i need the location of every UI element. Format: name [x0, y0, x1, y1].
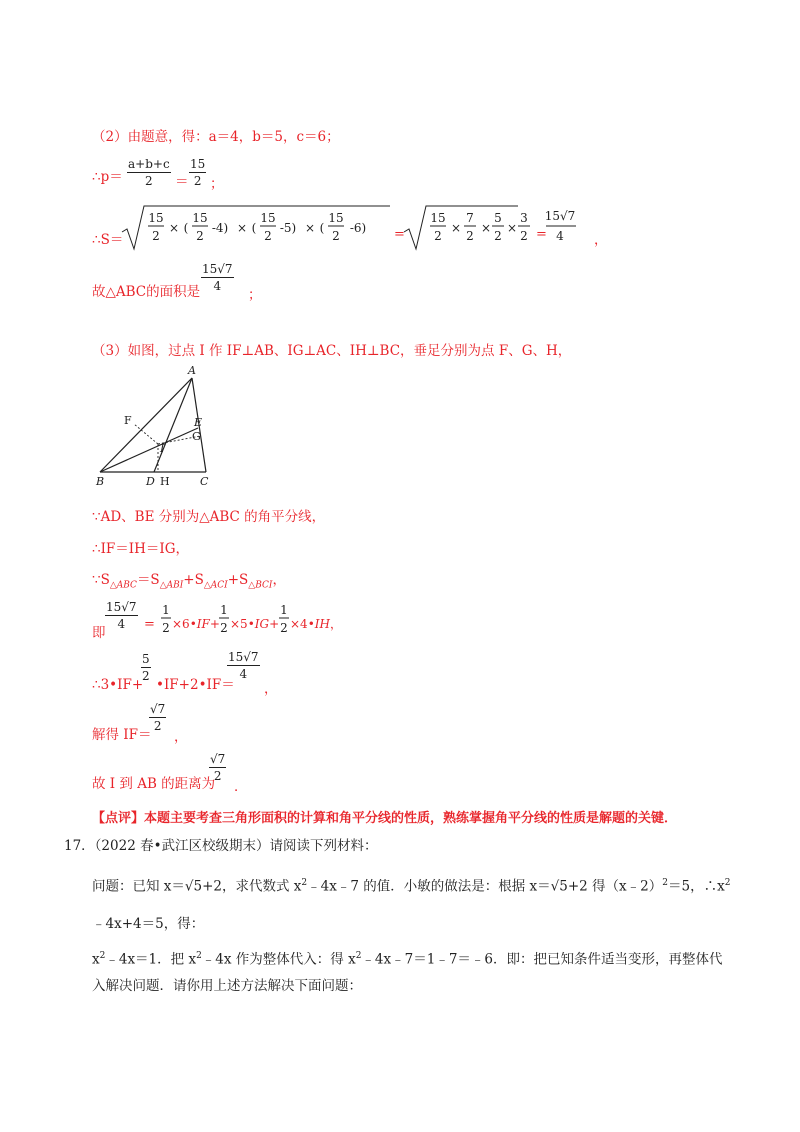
- svg-text:G: G: [192, 430, 201, 443]
- so-equal-distances: ∴IF＝IH＝IG，: [92, 541, 190, 557]
- svg-text:B: B: [96, 475, 105, 488]
- svg-text:×: ×: [480, 221, 492, 235]
- svg-text:15: 15: [328, 211, 344, 225]
- part3-intro: （3）如图，过点 I 作 IF⊥AB、IG⊥AC、IH⊥BC，垂足分别为点 F、G、H，: [92, 343, 572, 359]
- svg-text:×: ×: [236, 221, 248, 235]
- distance-conclusion: 故 I 到 AB 的距离为: [92, 776, 216, 792]
- svg-text:×5•IG+: ×5•IG+: [230, 617, 280, 631]
- svg-text:2: 2: [162, 621, 170, 635]
- svg-text:1: 1: [162, 603, 170, 617]
- svg-text:2: 2: [196, 229, 204, 243]
- svg-text:H: H: [160, 475, 170, 488]
- svg-text:×: ×: [304, 221, 316, 235]
- svg-text:2: 2: [280, 621, 288, 635]
- p-fraction-abc: $\frac{a+b+c}{2}$: [128, 157, 170, 188]
- svg-text:F: F: [124, 414, 132, 427]
- svg-text:×: ×: [506, 221, 518, 235]
- svg-text:=: =: [536, 227, 547, 242]
- svg-text:7: 7: [466, 211, 474, 225]
- svg-text:(: (: [183, 221, 189, 235]
- q17-problem-line4: 入解决问题．请你用上述方法解决下面问题：: [92, 978, 362, 994]
- svg-text:2: 2: [332, 229, 340, 243]
- svg-text:15√7: 15√7: [544, 209, 576, 223]
- solution-if: 解得 IF＝: [92, 727, 152, 743]
- svg-text:-4): -4): [211, 221, 229, 235]
- s-formula-prefix: ∴S＝: [92, 232, 124, 248]
- p-formula: ∴p＝: [92, 169, 123, 185]
- svg-text:2: 2: [152, 229, 160, 243]
- triangle-figure: [88, 362, 228, 490]
- svg-text:15: 15: [430, 211, 446, 225]
- svg-text:2: 2: [264, 229, 272, 243]
- svg-text:1: 1: [220, 603, 228, 617]
- svg-text:(: (: [319, 221, 325, 235]
- ji-equation: [140, 600, 370, 640]
- area-statement: 故△ABC的面积是: [92, 284, 201, 300]
- svg-text:3: 3: [520, 211, 528, 225]
- q17-problem-line3: $x^2﹣4x=1$．把 $x^2﹣4x$ 作为整体代入：得 $x^2﹣4x﹣7=1﹣7=﹣6$．即：把已知条件适当变形，再整体代: [92, 951, 723, 968]
- combined-equation: ∴3•IF+: [92, 677, 144, 693]
- because-bisectors: ∵AD、BE 分别为△ABC 的角平分线，: [92, 509, 326, 525]
- p-fraction-value: $\frac{15}{2}$: [190, 157, 206, 188]
- svg-text:×: ×: [168, 221, 180, 235]
- part2-intro: （2）由题意，得：a＝4，b＝5，c＝6；: [92, 129, 340, 145]
- svg-text:×4•IH，: ×4•IH，: [290, 617, 343, 631]
- svg-text:15: 15: [148, 211, 164, 225]
- comment-note: 【点评】本题主要考查三角形面积的计算和角平分线的性质，熟练掌握角平分线的性质是解题的关键．: [92, 811, 678, 826]
- area-fraction: $\frac{15√7}{4}$: [202, 262, 233, 293]
- svg-text:1: 1: [280, 603, 288, 617]
- svg-text:C: C: [200, 475, 209, 488]
- svg-text:5: 5: [494, 211, 502, 225]
- area-sum: $\because S_{\triangle ABC}=S_{\triangle ABI}+S_{\triangle ACI}+S_{\triangle BCI}$，: [92, 572, 286, 591]
- svg-text:E: E: [194, 416, 203, 429]
- svg-text:15: 15: [192, 211, 208, 225]
- svg-text:-6): -6): [349, 221, 367, 235]
- heron-formula: [120, 202, 620, 254]
- svg-text:-5): -5): [279, 221, 297, 235]
- svg-text:×6•IF+: ×6•IF+: [172, 617, 220, 631]
- svg-text:2: 2: [494, 229, 502, 243]
- question-17-heading: 17．（2022 春•武江区校级期末）请阅读下列材料：: [64, 838, 378, 854]
- svg-text:D: D: [146, 475, 155, 488]
- svg-text:×: ×: [450, 221, 462, 235]
- svg-text:=: =: [144, 617, 155, 632]
- svg-text:2: 2: [434, 229, 442, 243]
- label-A: A: [188, 364, 196, 377]
- svg-text:15: 15: [260, 211, 276, 225]
- q17-problem-line2: ﹣4x+4＝5，得：: [92, 916, 205, 932]
- document-page: （2）由题意，得：a＝4，b＝5，c＝6； ∴p＝ $\frac{a+b+c}{2}$ ＝ $\frac{15}{2}$ ； ∴S＝ 15 2 × ( 15 2 -4) × ( 15 2 -5) × ( 15 2 -6) = 15 2 × 7 2 × 5 2 × 3 2 = 15√7 4 ， 故△ABC的面积是 $\frac{15√7}{4}$ ； （3）如图，过点 I 作 IF⊥AB、IG⊥AC、IH⊥BC，垂足分别为点 F、G、H， A E I B D C F G H ∵AD、BE 分别为△ABC 的角平分线， ∴IF＝IH＝IG， $\because S_{\triangle ABC}=S_{\triangle ABI}+S_{\triangle ACI}+S_{\triangle BCI}$， 即 $\frac{15√7}{4}$ = 1 2 ×6•IF+ 1 2 ×5•IG+ 1 2 ×4•IH， ∴3•IF+ $\frac{5}{2}$ •IF+2•IF＝ $\frac{15√7}{4}$ ， 解得 IF＝ $\frac{√7}{2}$ ， 故 I 到 AB 的距离为 $\frac{√7}{2}$ ． 【点评】本题主要考查三角形面积的计算和角平分线的性质，熟练掌握角平分线的性质是解题的关键． 17．（2022 春•武江区校级期末）请阅读下列材料： 问题：已知 x＝√5+2，求代数式 $x^2﹣4x﹣7$ 的值．小敏的做法是：根据 x＝√5+2 得（x﹣2）$^2$＝5，$\therefore x^2$ ﹣4x+4＝5，得： $x^2﹣4x=1$．把 $x^2﹣4x$ 作为整体代入：得 $x^2﹣4x﹣7=1﹣7=﹣6$．即：把已知条件适当变形，再整体代 入解决问题．请你用上述方法解决下面问题：: [64, 129, 731, 994]
- ji-lhs-fraction: $\frac{15√7}{4}$: [106, 600, 137, 631]
- svg-text:2: 2: [520, 229, 528, 243]
- svg-text:2: 2: [466, 229, 474, 243]
- svg-text:2: 2: [220, 621, 228, 635]
- svg-text:(: (: [251, 221, 257, 235]
- svg-text:4: 4: [556, 229, 564, 243]
- q17-problem-line1: 问题：已知 x＝√5+2，求代数式 $x^2﹣4x﹣7$ 的值．小敏的做法是：根据 x＝√5+2 得（x﹣2）$^2$＝5，$\therefore x^2$: [92, 878, 731, 895]
- svg-text:=: =: [394, 227, 405, 242]
- svg-text:I: I: [160, 442, 165, 455]
